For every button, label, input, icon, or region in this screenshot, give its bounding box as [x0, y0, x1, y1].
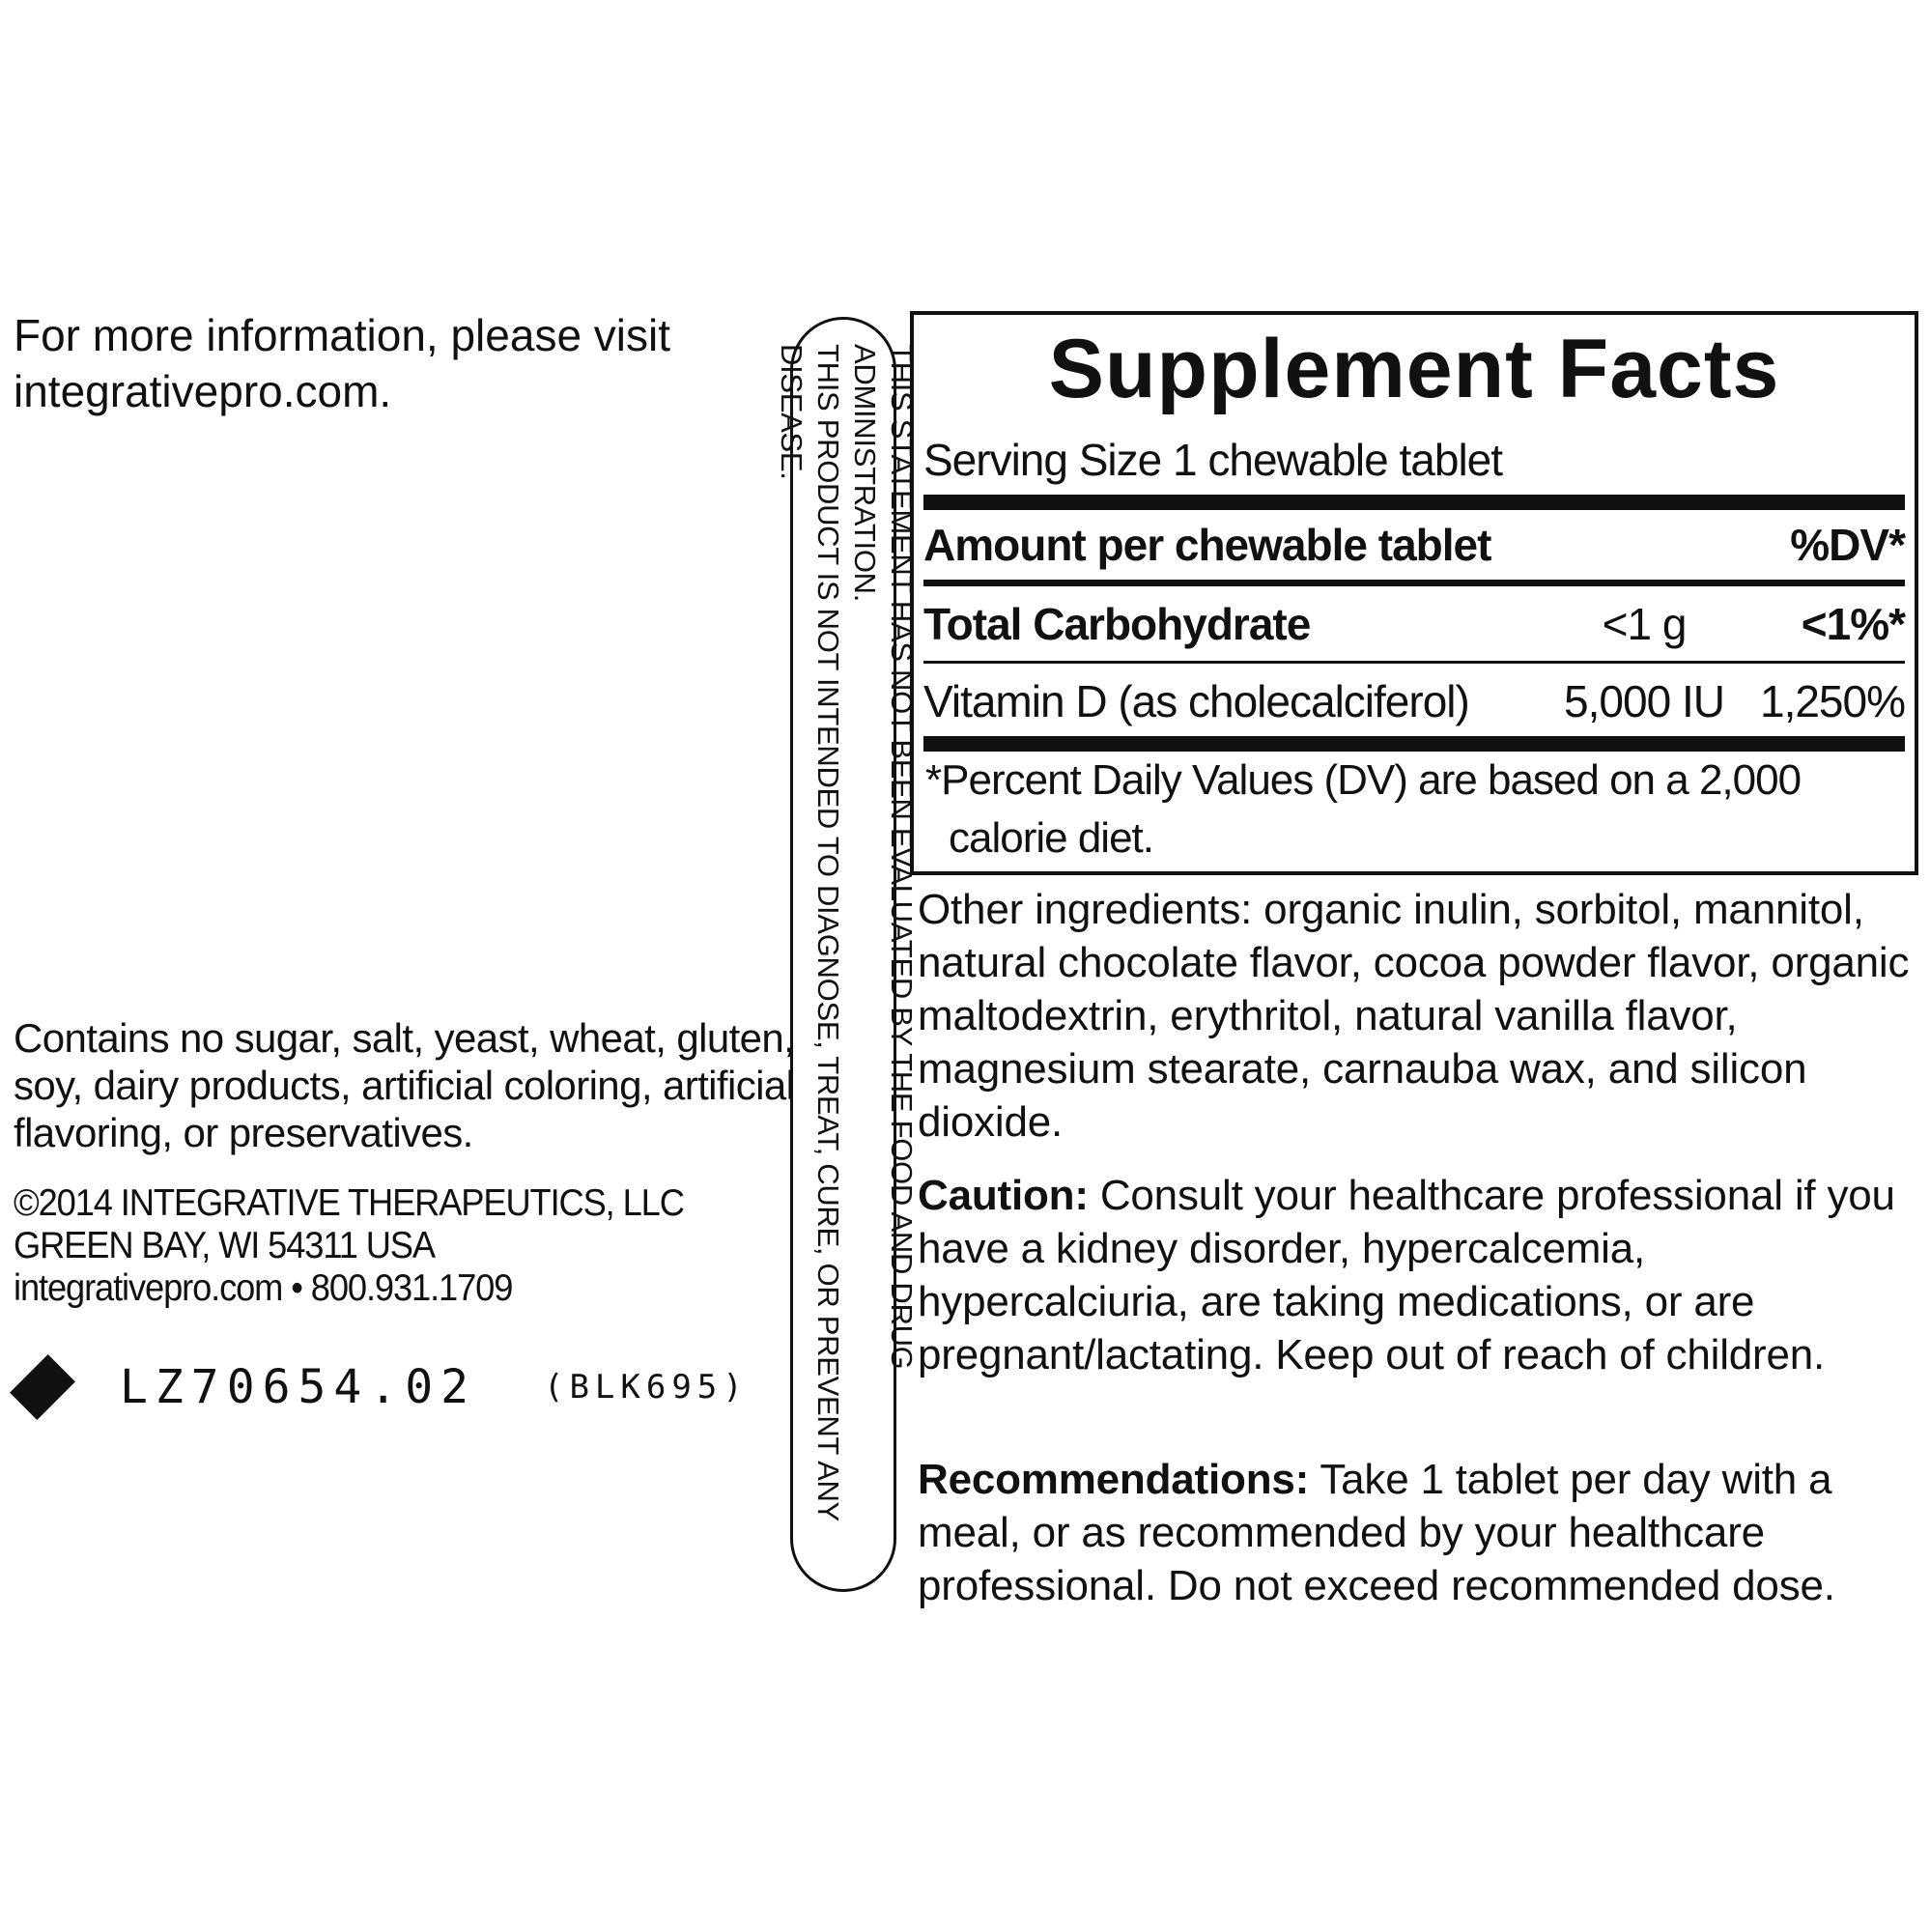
amount-header: Amount per chewable tablet: [923, 520, 1491, 570]
blk-code: (BLK695): [543, 1368, 749, 1406]
fda-disclaimer-pill: [775, 317, 919, 1592]
dv-footnote: [925, 752, 1905, 867]
disclaimer-line-2: THIS PRODUCT IS NOT INTENDED TO DIAGNOSE, TREAT, CURE, OR PREVENT ANY DISEASE.: [775, 344, 845, 1521]
lot-code: LZ70654.02: [120, 1360, 476, 1414]
disclaimer-line-1: THIS STATEMENT HAS NOT BEEN EVALUATED BY THE FOOD AND DRUG ADMINISTRATION.: [848, 344, 919, 1370]
nutrient-row: [923, 593, 1905, 655]
footnote-line-2: calorie diet.: [949, 814, 1154, 862]
info-text: For more information, please visit integrativepro.com.: [14, 310, 671, 416]
other-ingredients: Other ingredients: organic inulin, sorbitol, mannitol, natural chocolate flavor, cocoa powder flavor, organic maltodextrin, erythritol, natural vanilla flavor, magnesium stearate, carnauba wax, and silicon dioxide.: [918, 886, 1910, 1146]
nutrient-amount: 5,000 IU: [1564, 676, 1724, 726]
copyright-line: ©2014 INTEGRATIVE THERAPEUTICS, LLC: [14, 1182, 684, 1224]
facts-header-row: [923, 514, 1905, 576]
nutrient-name: Total Carbohydrate: [923, 599, 1311, 649]
thick-divider: [923, 495, 1905, 510]
thick-divider: [923, 736, 1905, 752]
contact-line: integrativepro.com • 800.931.1709: [14, 1267, 513, 1309]
caution-section: [918, 1169, 1922, 1381]
footnote-line-1: *Percent Daily Values (DV) are based on a 2,000: [925, 756, 1802, 804]
medium-divider: [923, 580, 1905, 586]
nutrient-name: Vitamin D (as cholecalciferol): [923, 676, 1469, 726]
allergen-statement: Contains no sugar, salt, yeast, wheat, gluten, soy, dairy products, artificial coloring, artificial flavoring, or preservatives.: [14, 1015, 795, 1155]
address-line: GREEN BAY, WI 54311 USA: [14, 1225, 435, 1266]
nutrient-dv: <1%*: [1801, 599, 1905, 649]
recommendations-label: Recommendations:: [918, 1456, 1310, 1503]
caution-text: Consult your healthcare professional if you have a kidney disorder, hypercalcemia, hypercalciuria, are taking medications, or are pregnant/lactating. Keep out of reach of children.: [918, 1172, 1895, 1378]
caution-label: Caution:: [918, 1172, 1089, 1219]
nutrient-amount: <1 g: [1602, 599, 1687, 649]
thin-divider: [923, 661, 1905, 664]
dv-header: %DV*: [1790, 520, 1905, 570]
copyright-block: [14, 1182, 732, 1310]
nutrient-row: [923, 670, 1905, 732]
recommendations-section: [918, 1453, 1922, 1612]
nutrient-dv: 1,250%: [1759, 676, 1905, 726]
lot-line: [14, 1356, 749, 1418]
supplement-facts-panel: [910, 311, 1918, 875]
facts-title: Supplement Facts: [1048, 323, 1780, 415]
serving-size: Serving Size 1 chewable tablet: [923, 435, 1503, 485]
fda-disclaimer-text: [773, 344, 920, 1571]
diamond-icon: [10, 1354, 75, 1420]
recommendations-text: Take 1 tablet per day with a meal, or as recommended by your healthcare professional. Do not exceed recommended dose.: [918, 1456, 1835, 1609]
